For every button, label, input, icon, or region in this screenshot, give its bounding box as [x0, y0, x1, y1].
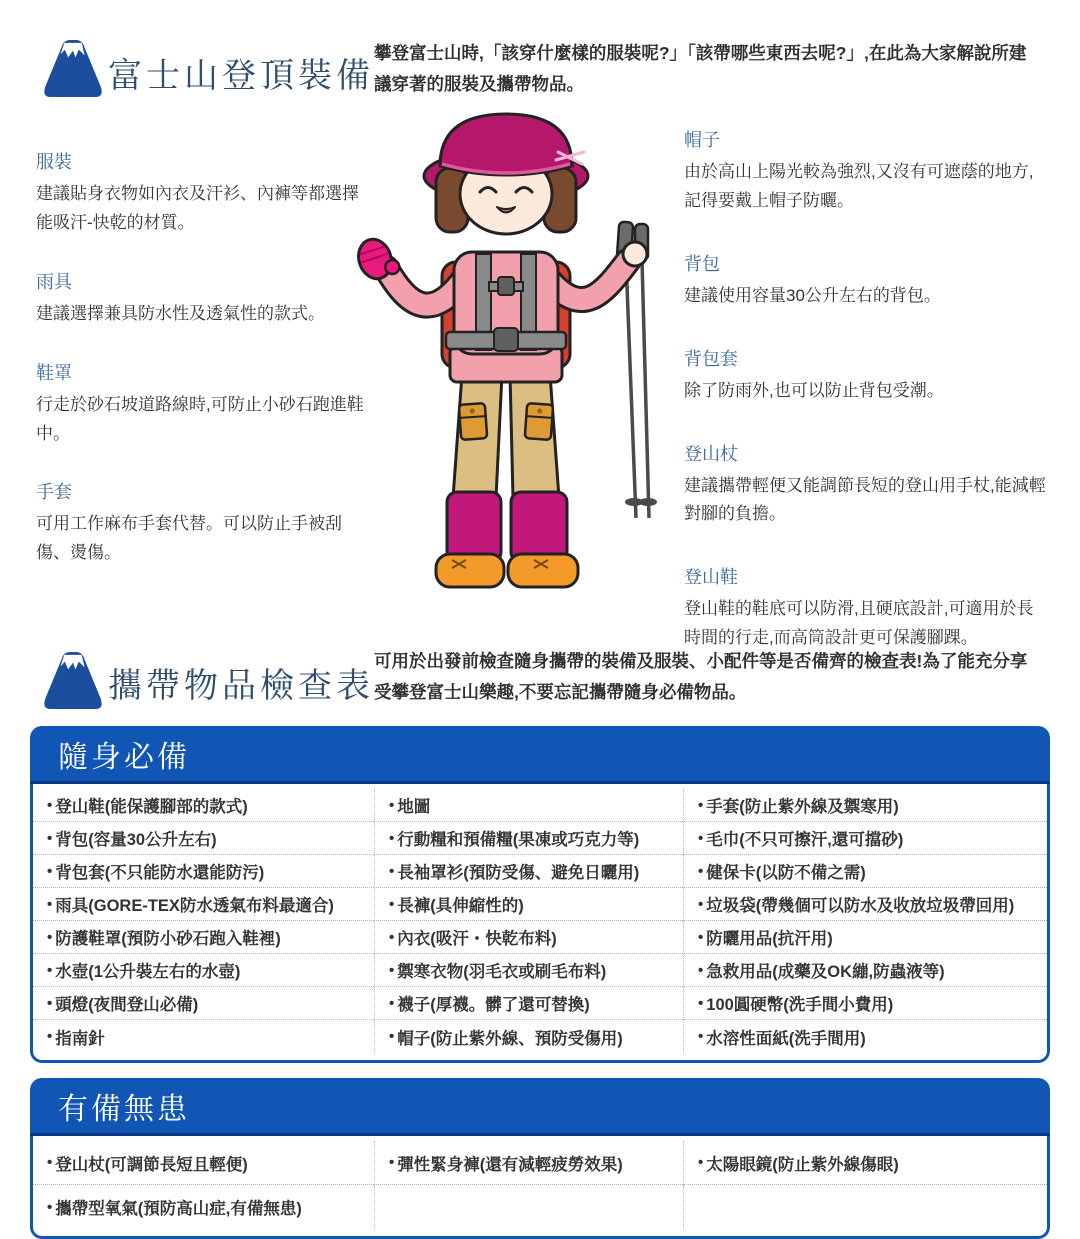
- checklist-header: [30, 726, 1050, 784]
- checklist-item: • 長袖罩衫(預防受傷、避免日曬用): [374, 855, 683, 888]
- checklist-item: • 指南針: [33, 1020, 374, 1053]
- checklist-item: • 彈性緊身褲(還有減輕疲勞效果): [374, 1141, 683, 1185]
- checklist-item: • 內衣(吸汗・快乾布料): [374, 921, 683, 954]
- checklist-item: • 水溶性面紙(洗手間用): [683, 1020, 1047, 1053]
- fuji-mountain-icon: [44, 648, 102, 717]
- gear-item: [684, 563, 1046, 653]
- gear-item-heading: 雨具: [36, 271, 72, 292]
- gear-item: [36, 478, 370, 568]
- gear-item-heading: 背包: [684, 253, 720, 274]
- checklist-item: • 100圓硬幣(洗手間小費用): [683, 987, 1047, 1020]
- gear-item-text: 可用工作麻布手套代替。可以防止手被刮傷、燙傷。: [36, 514, 342, 563]
- gear-item-heading: 帽子: [684, 130, 720, 150]
- gear-item-text: 除了防雨外,也可以防止背包受潮。: [684, 380, 944, 400]
- checklist-item: • 急救用品(成藥及OK繃,防蟲液等): [683, 954, 1047, 987]
- boots-icon: [436, 554, 504, 587]
- checklist-item: • 防護鞋罩(預防小砂石跑入鞋裡): [33, 921, 374, 954]
- section1-intro: 攀登富士山時,「該穿什麼樣的服裝呢?」「該帶哪些東西去呢?」,在此為大家解說所建議穿著的服裝及攜帶物品。: [374, 43, 1027, 95]
- checklist-item: [683, 1185, 1047, 1229]
- gear-item-heading: 登山杖: [684, 443, 738, 464]
- gear-item: [684, 126, 1046, 216]
- checklist-table-essential: [30, 726, 1050, 1063]
- checklist-item: • 頭燈(夜間登山必備): [33, 987, 374, 1020]
- gear-item-heading: 鞋罩: [36, 362, 72, 383]
- checklist-item: • 禦寒衣物(羽毛衣或刷毛布料): [374, 954, 683, 987]
- gear-item: [684, 440, 1046, 530]
- hand-icon: [623, 242, 647, 266]
- checklist-item: • 行動糧和預備糧(果凍或巧克力等): [374, 822, 683, 855]
- hat-icon: [440, 114, 572, 175]
- gear-item: [36, 268, 370, 329]
- gear-item-heading: 服裝: [36, 152, 72, 172]
- checklist-item: • 地圖: [374, 789, 683, 822]
- gear-item-text: 建議選擇兼具防水性及透氣性的款式。: [36, 303, 325, 323]
- checklist-item: • 背包套(不只能防水還能防污): [33, 855, 374, 888]
- section1-title: 富士山登頂裝備: [108, 57, 374, 95]
- gear-item: [684, 250, 1046, 311]
- checklist-item: • 水壺(1公升裝左右的水壺): [33, 954, 374, 987]
- checklist-item: • 手套(防止紫外線及禦寒用): [683, 789, 1047, 822]
- fuji-mountain-icon: [44, 36, 102, 105]
- checklist-title: 隨身必備: [58, 740, 190, 774]
- gear-item-text: 建議攜帶輕便又能調節長短的登山用手杖,能減輕對腳的負擔。: [684, 475, 1046, 524]
- gear-column-left: [36, 148, 370, 598]
- gear-item-heading: 登山鞋: [684, 567, 738, 588]
- gear-item: [36, 359, 370, 449]
- checklist-item: • 防曬用品(抗汗用): [683, 921, 1047, 954]
- checklist-title: 有備無患: [58, 1092, 190, 1126]
- gear-item-text: 建議使用容量30公升左右的背包。: [684, 285, 941, 305]
- checklist-item: • 襪子(厚襪。髒了還可替換): [374, 987, 683, 1020]
- checklist-item: • 長褲(具伸縮性的): [374, 888, 683, 921]
- checklist-body: [30, 784, 1050, 1063]
- checklist-item: • 攜帶型氧氣(預防高山症,有備無患): [33, 1185, 374, 1229]
- gear-item: [36, 148, 370, 238]
- section2-intro: 可用於出發前檢查隨身攜帶的裝備及服裝、小配件等是否備齊的檢查表!為了能充分享受攀登富士山樂趣,不要忘記攜帶隨身必備物品。: [374, 651, 1028, 703]
- checklist-body: [30, 1136, 1050, 1239]
- checklist-item: • 帽子(防止紫外線、預防受傷用): [374, 1020, 683, 1053]
- gear-item-text: 建議貼身衣物如內衣及汗衫、內褲等都選擇能吸汗-快乾的材質。: [36, 184, 359, 232]
- checklist-item: • 垃圾袋(帶幾個可以防水及收放垃圾帶回用): [683, 888, 1047, 921]
- checklist-table-optional: [30, 1078, 1050, 1239]
- gear-item-text: 登山鞋的鞋底可以防滑,且硬底設計,可適用於長時間的行走,而高筒設計更可保護腳踝。: [684, 599, 1034, 648]
- hiker-girl-illustration: [348, 104, 680, 604]
- gear-item-heading: 背包套: [684, 348, 738, 369]
- gear-column-right: [684, 126, 1046, 687]
- checklist-item: • 背包(容量30公升左右): [33, 822, 374, 855]
- checklist-item: [374, 1185, 683, 1229]
- gear-item: [684, 345, 1046, 406]
- section2-title: 攜帶物品檢查表: [108, 667, 374, 705]
- checklist-item: • 雨具(GORE-TEX防水透氣布料最適合): [33, 888, 374, 921]
- gear-item-text: 行走於砂石坡道路線時,可防止小砂石跑進鞋中。: [36, 394, 364, 443]
- checklist-header: [30, 1078, 1050, 1136]
- checklist-item: • 太陽眼鏡(防止紫外線傷眼): [683, 1141, 1047, 1185]
- checklist-item: • 健保卡(以防不備之需): [683, 855, 1047, 888]
- gear-item-heading: 手套: [36, 482, 72, 503]
- gear-item-text: 由於高山上陽光較為強烈,又沒有可遮蔭的地方,記得要戴上帽子防曬。: [684, 162, 1034, 210]
- checklist-item: • 毛巾(不只可擦汗,還可擋砂): [683, 822, 1047, 855]
- checklist-item: • 登山鞋(能保護腳部的款式): [33, 789, 374, 822]
- gaiters-icon: [447, 492, 501, 562]
- checklist-item: • 登山杖(可調節長短且輕便): [33, 1141, 374, 1185]
